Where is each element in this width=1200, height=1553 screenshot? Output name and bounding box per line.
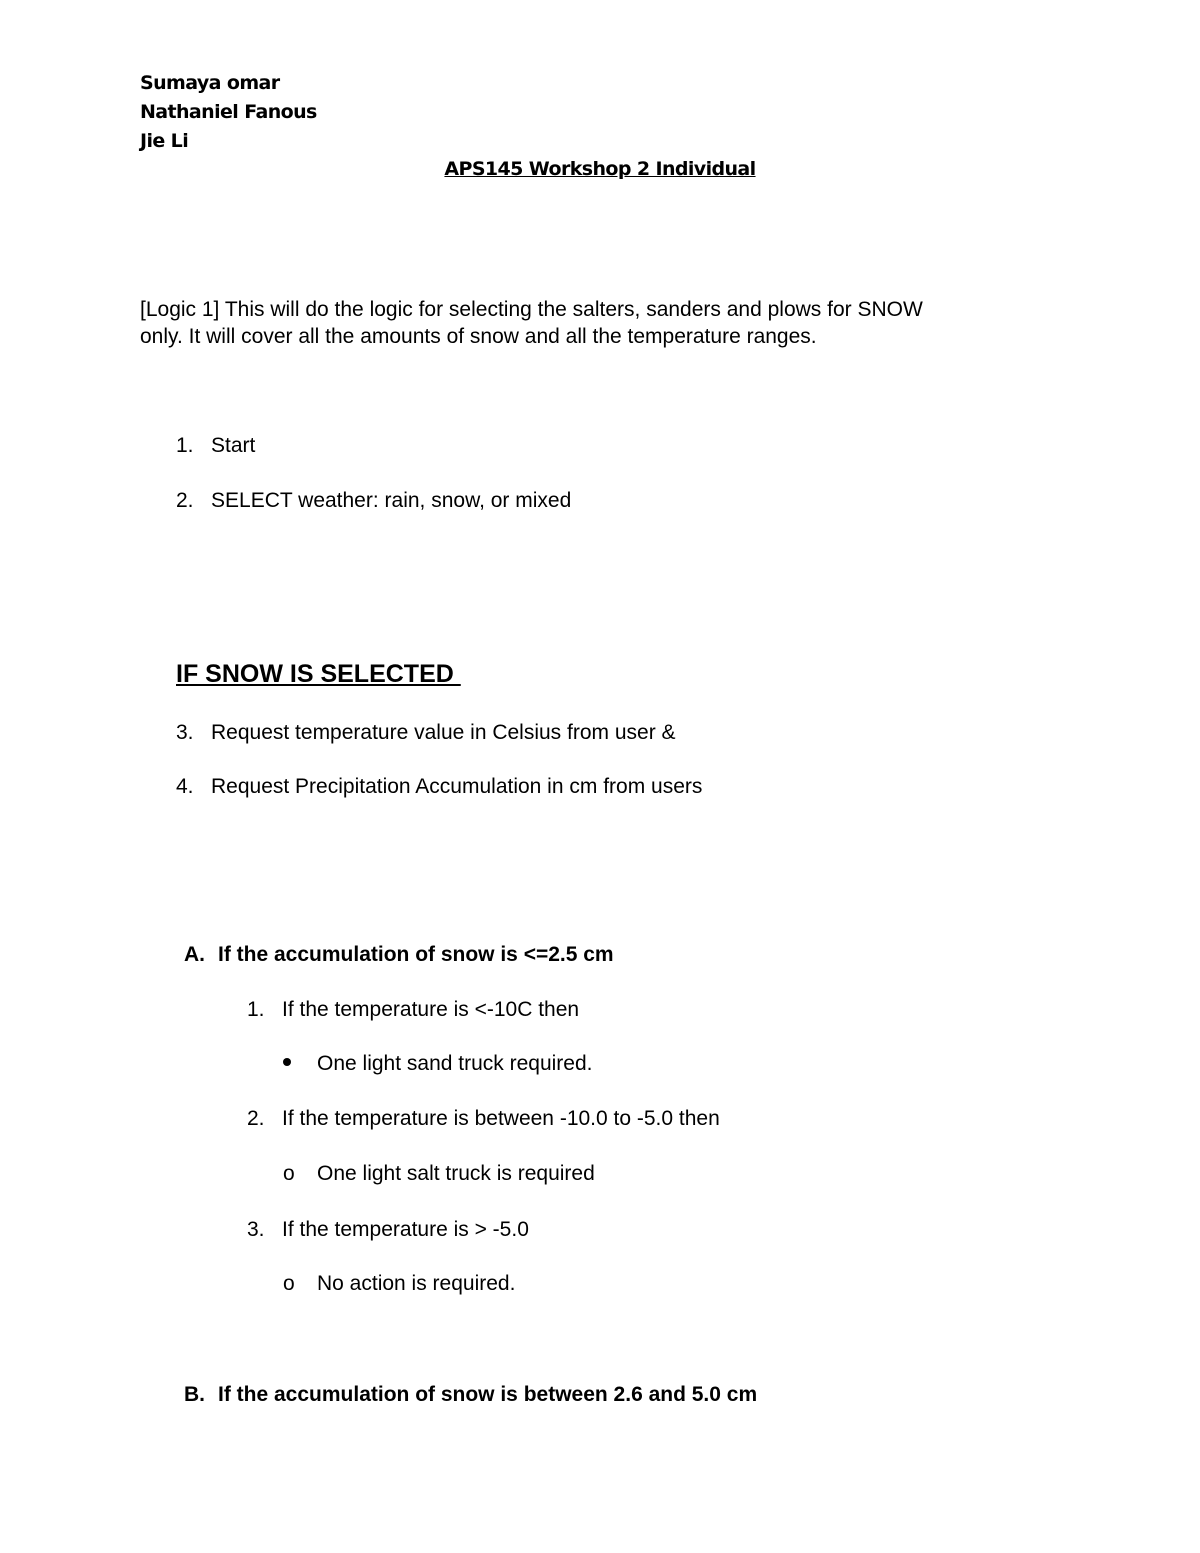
intro-line-1: [Logic 1] This will do the logic for selecting the salters, sanders and plows for SNOW: [140, 298, 923, 321]
document-title: APS145 Workshop 2 Individual: [444, 158, 756, 180]
condition-number: 3.: [247, 1218, 265, 1241]
step-number: 1.: [176, 434, 194, 457]
step-number: 3.: [176, 721, 194, 744]
condition-item: [247, 998, 579, 1022]
intro-line-2: only. It will cover all the amounts of snow and all the temperature ranges.: [140, 325, 817, 348]
step-text: Request Precipitation Accumulation in cm from users: [211, 775, 703, 798]
step-number: 4.: [176, 775, 194, 798]
step-text: Request temperature value in Celsius from user &: [211, 721, 676, 744]
author-1: Sumaya omar: [140, 72, 280, 94]
bullet-circle-icon: o: [283, 1272, 295, 1295]
section-b-title: If the accumulation of snow is between 2.6 and 5.0 cm: [218, 1383, 758, 1406]
author-3: Jie Li: [140, 130, 189, 152]
step-item: [176, 775, 702, 799]
condition-text: If the temperature is between -10.0 to -5.0 then: [282, 1107, 720, 1130]
step-text: SELECT weather: rain, snow, or mixed: [211, 489, 572, 512]
bullet-dot-icon: [283, 1058, 291, 1066]
condition-text: If the temperature is > -5.0: [282, 1218, 529, 1241]
action-text: No action is required.: [317, 1272, 516, 1295]
section-a-heading: [184, 943, 614, 967]
action-item: [283, 1052, 592, 1076]
step-number: 2.: [176, 489, 194, 512]
section-b-heading: [184, 1383, 757, 1407]
condition-text: If the temperature is <-10C then: [282, 998, 580, 1021]
action-item: [283, 1162, 595, 1186]
snow-heading: IF SNOW IS SELECTED: [176, 660, 461, 688]
author-2: Nathaniel Fanous: [140, 101, 317, 123]
step-text: Start: [211, 434, 256, 457]
section-b-letter: B.: [184, 1383, 205, 1406]
section-a-title: If the accumulation of snow is <=2.5 cm: [218, 943, 614, 966]
step-item: [176, 489, 571, 513]
condition-number: 2.: [247, 1107, 265, 1130]
condition-item: [247, 1218, 529, 1242]
step-item: [176, 721, 676, 745]
step-item: [176, 434, 255, 458]
bullet-circle-icon: o: [283, 1162, 295, 1185]
action-item: [283, 1272, 515, 1296]
action-text: One light sand truck required.: [317, 1052, 593, 1075]
section-a-letter: A.: [184, 943, 205, 966]
condition-item: [247, 1107, 720, 1131]
action-text: One light salt truck is required: [317, 1162, 595, 1185]
condition-number: 1.: [247, 998, 265, 1021]
